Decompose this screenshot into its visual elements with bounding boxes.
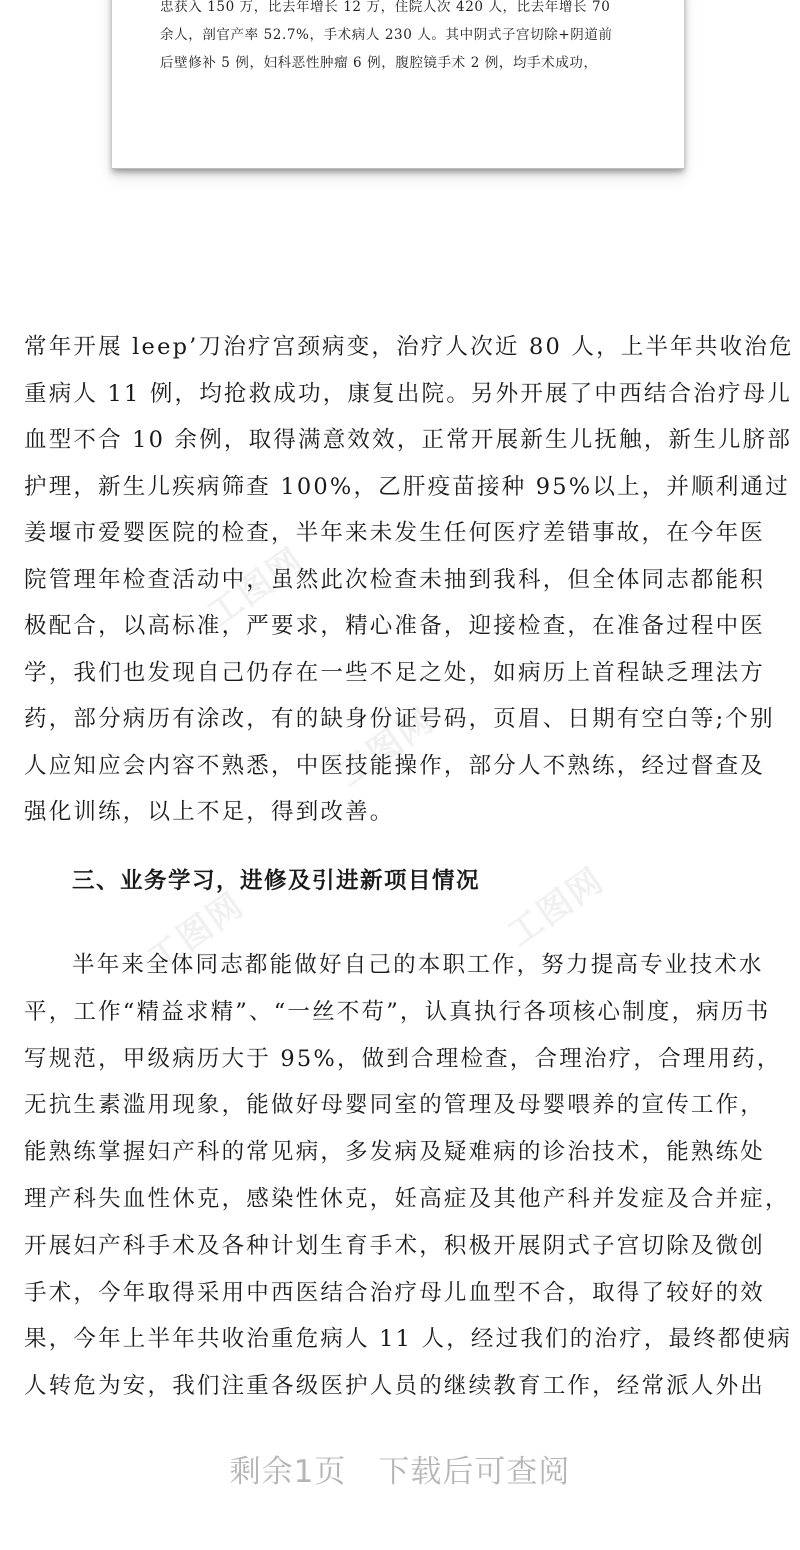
text-line: 写规范，甲级病历大于 95%，做到合理检查，合理治疗，合理用药， [24,1045,782,1072]
text-line: 护理，新生儿疾病筛查 100%，乙肝疫苗接种 95%以上，并顺利通过 [24,473,790,500]
text-line: 院管理年检查活动中，虽然此次检查未抽到我科，但全体同志都能积 [24,566,766,593]
text-line: 手术，今年取得采用中西医结合治疗母儿血型不合，取得了较好的效 [24,1279,766,1306]
text-line: 开展妇产科手术及各种计划生育手术，积极开展阴式子宫切除及微创 [24,1232,766,1259]
document-paragraph [24,324,794,836]
text-line: 血型不合 10 余例，取得满意效效，正常开展新生儿抚触，新生儿脐部 [24,427,793,453]
text-line: 人转危为安，我们注重各级医护人员的继续教育工作，经常派人外出 [24,1373,766,1400]
text-line: 强化训练，以上不足，得到改善。 [24,799,395,825]
watermark: 工图网 [140,885,252,980]
text-line: 能熟练掌握妇产科的常见病，多发病及疑难病的诊治技术，能熟练处 [24,1139,766,1166]
document-paragraph [24,942,793,1410]
text-line: 常年开展 leep’刀治疗宫颈病变，治疗人次近 80 人，上半年共收治危 [24,334,794,360]
text-line: 极配合，以高标准，严要求，精心准备，迎接检查，在准备过程中医 [24,613,766,639]
preview-line: 忠获入 150 万，比去年增长 12 万，住院人次 420 人，比去年增长 70 [160,0,611,15]
watermark: 工图网 [330,700,442,795]
watermark: 工图网 [200,540,312,635]
section-heading: 三、业务学习，进修及引进新项目情况 [72,868,481,894]
text-line: 果，今年上半年共收治重危病人 11 人，经过我们的治疗，最终都使病 [24,1326,793,1353]
text-line: 无抗生素滥用现象，能做好母婴同室的管理及母婴喂养的宣传工作， [24,1092,766,1119]
text-line: 重病人 11 例，均抢救成功，康复出院。另外开展了中西结合治疗母儿 [24,380,793,407]
text-line: 药，部分病历有涂改，有的缺身份证号码，页眉、日期有空白等;个别 [24,706,775,732]
text-line: 平，工作“精益求精”、“一丝不苟”，认真执行各项核心制度，病历书 [24,998,771,1025]
preview-line: 后壁修补 5 例，妇科恶性肿瘤 6 例，腹腔镜手术 2 例，均手术成功， [160,55,598,71]
text-line: 理产科失血性休克，感染性休克，妊高症及其他产科并发症及合并症， [24,1185,790,1212]
text-line: 半年来全体同志都能做好自己的本职工作，努力提高专业技术水 [72,952,764,978]
page-preview-card [112,0,684,169]
watermark: 工图网 [500,860,612,955]
text-line: 学，我们也发现自己仍存在一些不足之处，如病历上首程缺乏理法方 [24,659,766,686]
text-line: 姜堰市爱婴医院的检查，半年来未发生任何医疗差错事故，在今年医 [24,520,766,546]
remaining-pages-notice[interactable]: 剩余1页 下载后可查阅 [229,1454,571,1490]
preview-line: 余人，剖官产率 52.7%，手术病人 230 人。其中阴式子宫切除+阴道前 [160,27,613,43]
text-line: 人应知应会内容不熟悉，中医技能操作，部分人不熟练，经过督查及 [24,752,766,779]
